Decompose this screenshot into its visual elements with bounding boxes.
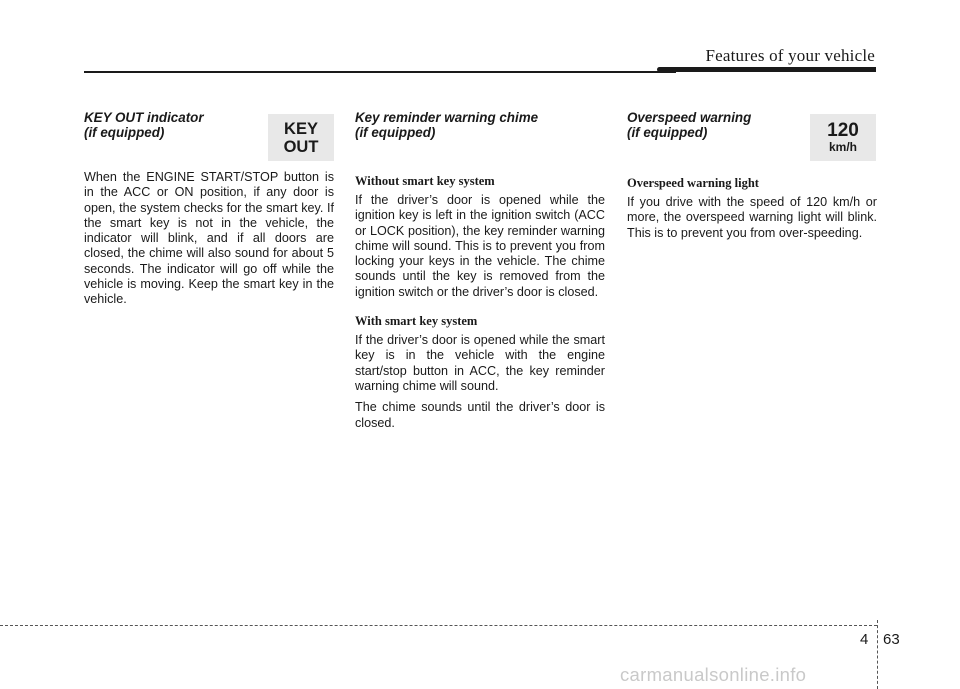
section-title-overspeed — [627, 110, 877, 140]
section-title-line2: (if equipped) — [355, 125, 436, 140]
subheading-overspeed-light: Overspeed warning light — [627, 176, 759, 190]
column-key-reminder — [355, 110, 605, 437]
chapter-number: 4 — [860, 631, 869, 648]
page-header-title: Features of your vehicle — [705, 46, 875, 65]
overspeed-icon-value: 120 — [827, 120, 859, 141]
footer-rule — [0, 625, 877, 626]
section-title-key-reminder — [355, 110, 605, 140]
chime-paragraph: The chime sounds until the driver’s door is closed. — [355, 400, 605, 430]
column-overspeed — [627, 110, 877, 247]
header-rule-accent — [657, 67, 876, 72]
key-out-icon-line2: OUT — [283, 137, 319, 156]
key-out-icon-line1: KEY — [284, 119, 318, 138]
overspeed-paragraph: If you drive with the speed of 120 km/h or more, the overspeed warning light will blink. This is to prevent you from over-speeding. — [627, 195, 877, 240]
section-title-line1: Key reminder warning chime — [355, 110, 539, 125]
section-title-key-out — [84, 110, 334, 140]
header-rule — [84, 71, 676, 73]
page-number: 63 — [883, 631, 900, 648]
footer-divider — [877, 620, 878, 689]
subheading-without-smart-key: Without smart key system — [355, 174, 495, 188]
section-title-line1: Overspeed warning — [627, 110, 752, 125]
section-title-line1: KEY OUT indicator — [84, 110, 204, 125]
section-title-line2: (if equipped) — [627, 125, 708, 140]
key-out-paragraph: When the ENGINE START/STOP button is in the ACC or ON position, if any door is open, the system checks for the smart key. If the smart key is not in the vehicle, the indicator will blink, and if all doors are closed, the chime will also sound for about 5 seconds. The indicator will go off while the vehicle is moving. Keep the smart key in the vehicle. — [84, 170, 334, 307]
watermark: carmanualsonline.info — [620, 664, 807, 685]
without-smart-key-paragraph: If the driver’s door is opened while the ignition key is left in the ignition switch (ACC or LOCK position), the key reminder warning chime will sound. This is to prevent you from locking your keys in the vehicle. The chime sounds until the key is removed from the ignition switch or the driver’s door is closed. — [355, 193, 605, 299]
overspeed-icon-unit: km/h — [828, 140, 857, 154]
column-key-out — [84, 110, 334, 314]
section-title-line2: (if equipped) — [84, 125, 165, 140]
with-smart-key-paragraph: If the driver’s door is opened while the smart key is in the vehicle with the engine start/stop button in ACC, the key reminder warning chime will sound. — [355, 333, 605, 393]
subheading-with-smart-key: With smart key system — [355, 314, 478, 329]
